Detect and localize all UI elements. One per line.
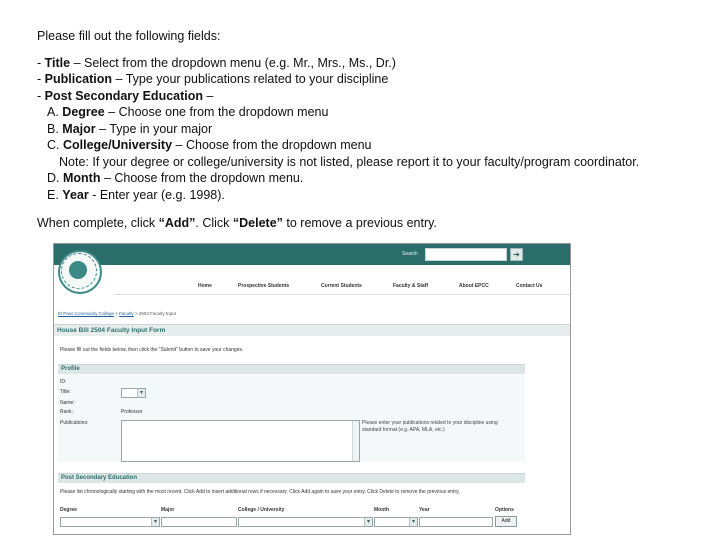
form-intro: Please fill out the fields below, then click the "Submit" button to save your changes. xyxy=(60,347,244,353)
id-label: ID: xyxy=(60,379,67,385)
post-secondary-intro: Please list chronologically starting with the most recent. Click Add to insert additional rows if necessary. Click Add again to save your entry. Click Delete to remove the previous entry. xyxy=(60,489,460,495)
college-logo xyxy=(58,250,102,294)
year-input[interactable] xyxy=(419,517,493,527)
instruction-publication: - Publication – Type your publications related to your discipline xyxy=(37,72,389,86)
publications-textarea[interactable] xyxy=(121,420,360,462)
site-header-bar xyxy=(54,244,570,265)
instructions-outro: When complete, click “Add”. Click “Delete” to remove a previous entry. xyxy=(37,216,437,230)
nav-about-epcc[interactable]: About EPCC xyxy=(459,283,489,289)
college-select[interactable] xyxy=(238,517,373,527)
search-go-icon[interactable]: ➔ xyxy=(510,248,523,261)
title-label: Title: xyxy=(60,389,71,395)
instruction-college: C. College/University – Choose from the dropdown menu xyxy=(47,138,372,152)
instruction-month: D. Month – Choose from the dropdown menu. xyxy=(47,171,304,185)
col-college: College / University xyxy=(238,507,285,513)
nav-current-students[interactable]: Current Students xyxy=(321,283,362,289)
rank-value: Professor xyxy=(121,409,143,415)
breadcrumb-home[interactable]: El Paso Community College xyxy=(58,311,115,316)
breadcrumb: El Paso Community College > Faculty > 2504 Faculty Input xyxy=(58,311,176,316)
chevron-down-icon: ▾ xyxy=(151,518,159,526)
col-month: Month xyxy=(374,507,389,513)
search-label: Search xyxy=(402,251,418,257)
instructions-intro: Please fill out the following fields: xyxy=(37,29,221,43)
instructions xyxy=(37,28,707,232)
add-button[interactable]: Add xyxy=(495,516,517,527)
scrollbar[interactable] xyxy=(352,421,359,461)
instruction-major: B. Major – Type in your major xyxy=(47,121,213,136)
breadcrumb-faculty[interactable]: Faculty xyxy=(119,311,134,316)
publications-label: Publications: xyxy=(60,420,89,426)
degree-select[interactable] xyxy=(60,517,160,527)
breadcrumb-current: 2504 Faculty Input xyxy=(138,311,176,316)
search-input[interactable] xyxy=(425,248,507,261)
col-degree: Degree xyxy=(60,507,77,513)
chevron-down-icon: ▾ xyxy=(137,389,145,397)
nav-faculty-staff[interactable]: Faculty & Staff xyxy=(393,283,429,289)
col-major: Major xyxy=(161,507,175,513)
chevron-down-icon: ▾ xyxy=(409,518,417,526)
page-title-bar xyxy=(54,324,570,336)
profile-header: Profile xyxy=(58,364,525,374)
publications-hint: Please enter your publications related to your discipline using standard format (e.g. APA, MLA, etc.) xyxy=(362,420,498,433)
month-select[interactable] xyxy=(374,517,418,527)
title-select[interactable] xyxy=(121,388,146,398)
chevron-down-icon: ▾ xyxy=(364,518,372,526)
instruction-post-secondary: - Post Secondary Education – xyxy=(37,88,214,103)
instruction-year: E. Year - Enter year (e.g. 1998). xyxy=(47,187,225,202)
form-screenshot xyxy=(53,243,571,535)
page-title: House Bill 2504 Faculty Input Form xyxy=(57,327,166,334)
instruction-degree: A. Degree – Choose one from the dropdown menu xyxy=(47,105,329,119)
nav-home[interactable]: Home xyxy=(198,283,212,289)
name-label: Name: xyxy=(60,400,75,406)
col-year: Year xyxy=(419,507,430,513)
instruction-note: Note: If your degree or college/university is not listed, please report it to your faculty/program coordinator. xyxy=(59,154,640,169)
major-input[interactable] xyxy=(161,517,237,527)
nav-prospective-students[interactable]: Prospective Students xyxy=(238,283,290,289)
rank-label: Rank: xyxy=(60,409,74,415)
nav-contact-us[interactable]: Contact Us xyxy=(516,283,543,289)
post-secondary-header: Post Secondary Education xyxy=(58,473,525,483)
col-options: Options xyxy=(495,507,514,513)
main-nav xyxy=(114,282,570,295)
instruction-title: - Title – Select from the dropdown menu (e.g. Mr., Mrs., Ms., Dr.) xyxy=(37,55,396,70)
